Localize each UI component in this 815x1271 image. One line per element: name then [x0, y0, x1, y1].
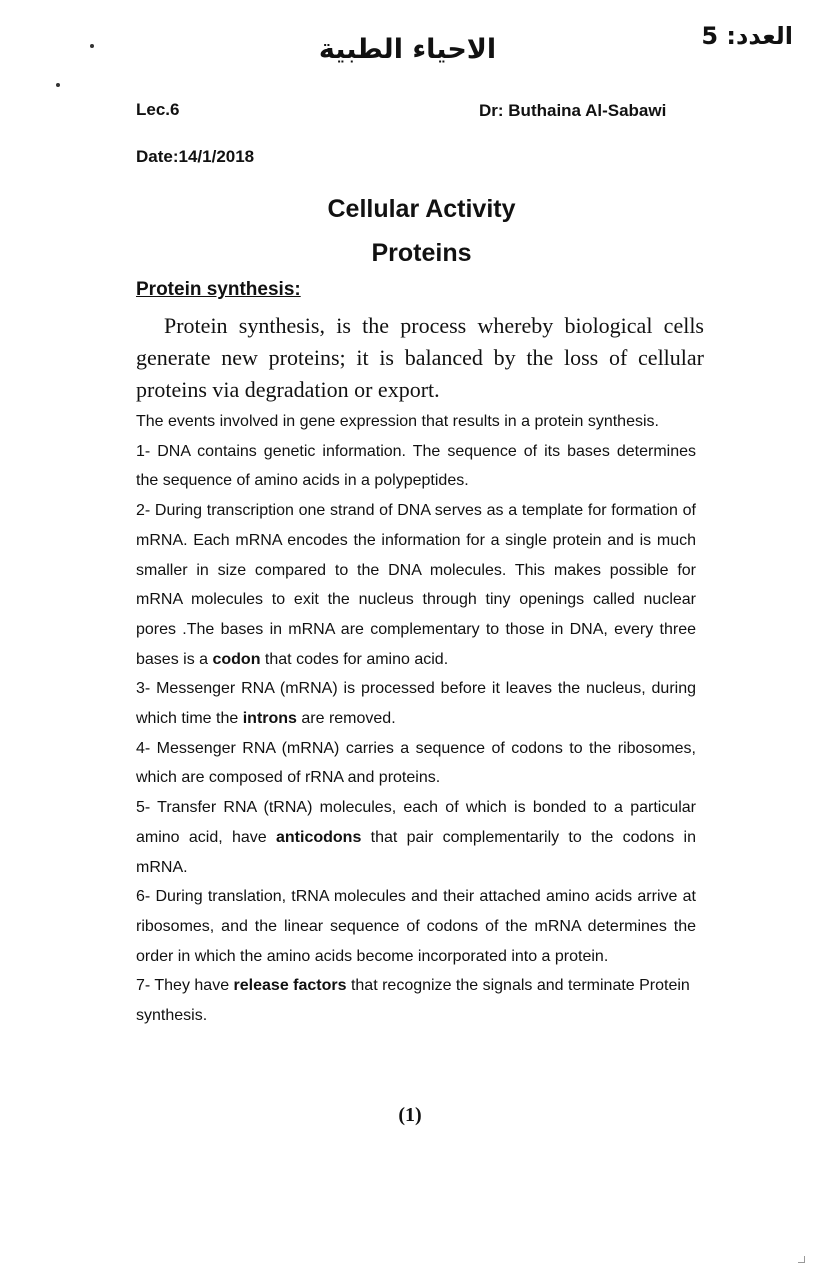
intro-paragraph: Protein synthesis, is the process whereby biological cells generate new proteins; it is balanced by the loss of cellular proteins via degradation or export.: [136, 313, 704, 402]
events-intro: The events involved in gene expression that results in a protein synthesis.: [136, 413, 659, 430]
point-6: 6- During translation, tRNA molecules and their attached amino acids arrive at ribosomes, and the linear sequence of codons of the mRNA determines the order in which the amino acids become incorporated into a protein.: [136, 888, 696, 965]
point-5: [136, 793, 696, 882]
point-5-tail: that pair complementarily to the codons in mRNA.: [136, 828, 696, 876]
point-5-text: 5- Transfer RNA (tRNA) molecules, each of which is bonded to a particular amino acid, have: [136, 799, 696, 846]
point-4: 4- Messenger RNA (mRNA) carries a sequence of codons to the ribosomes, which are composed of rRNA and proteins.: [136, 739, 696, 787]
scan-corner-mark: [798, 1256, 805, 1263]
point-1: 1- DNA contains genetic information. The sequence of its bases determines the sequence of amino acids in a polypeptides.: [136, 442, 696, 490]
point-7-tail: that recognize the signals and terminate Protein synthesis.: [136, 977, 690, 1025]
section-heading: Protein synthesis:: [136, 279, 301, 300]
point-5-term: anticodons: [276, 828, 362, 846]
lecturer-name: Dr: Buthaina Al-Sabawi: [479, 101, 667, 120]
point-2-term: codon: [212, 650, 261, 668]
page-title: Cellular Activity: [327, 195, 516, 223]
lecture-date: Date:14/1/2018: [136, 147, 255, 166]
point-3-tail: are removed.: [296, 710, 396, 728]
point-2: [136, 496, 696, 674]
point-2-text: 2- During transcription one strand of DNA serves as a template for formation of mRNA. Each mRNA encodes the information for a single protein and is much smaller in size compared to the DNA molecules. This makes possible for mRNA molecules to exit the nucleus through tiny openings called nuclear pores .The bases in mRNA are complementary to those in DNA, every three bases is a: [136, 502, 696, 668]
point-3-term: introns: [242, 710, 297, 728]
page-subtitle: Proteins: [371, 239, 472, 267]
lecture-number: Lec.6: [136, 100, 180, 119]
department-title: الاحياء الطبية: [318, 34, 497, 65]
page-number: (1): [398, 1104, 422, 1126]
body-text: [136, 407, 696, 1031]
point-7-text: 7- They have: [136, 977, 234, 995]
point-7-term: release factors: [233, 977, 347, 995]
issue-number: العدد: 5: [701, 22, 793, 50]
point-7: [136, 971, 696, 1030]
scan-dot: [56, 83, 60, 87]
point-3: [136, 674, 696, 733]
point-3-text: 3- Messenger RNA (mRNA) is processed before it leaves the nucleus, during which time the: [136, 680, 696, 728]
point-2-tail: that codes for amino acid.: [260, 650, 449, 668]
